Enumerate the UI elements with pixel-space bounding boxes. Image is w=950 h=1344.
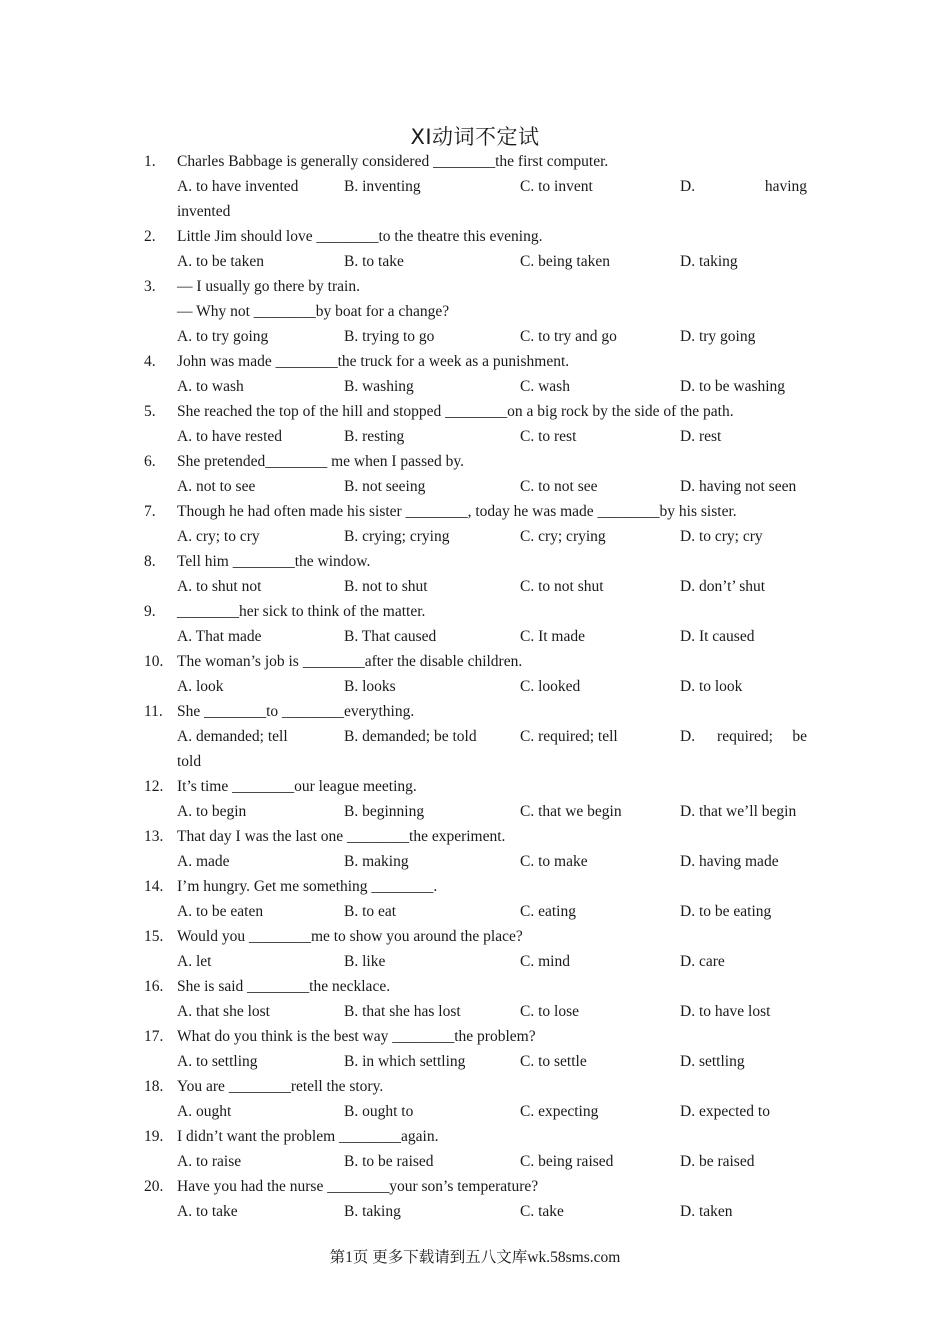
- question-item: [144, 874, 808, 924]
- question-number: 5.: [144, 403, 156, 420]
- question-stem: [144, 1174, 808, 1199]
- question-stem: [144, 224, 808, 249]
- question-text: Little Jim should love ________to the theatre this evening.: [177, 228, 543, 245]
- question-text: I’m hungry. Get me something ________.: [177, 878, 438, 895]
- question-number: 12.: [144, 778, 164, 795]
- option-b: B. to be raised: [344, 1153, 434, 1170]
- question-stem: [144, 499, 808, 524]
- question-stem: [144, 1124, 808, 1149]
- option-d: D. that we’ll begin: [680, 803, 797, 820]
- option-c: C. being taken: [520, 253, 610, 270]
- question-stem: [144, 699, 808, 724]
- question-item: [144, 974, 808, 1024]
- option-row: [144, 1099, 808, 1124]
- option-c: C. to try and go: [520, 328, 617, 345]
- option-d: D. taken: [680, 1203, 733, 1220]
- question-stem: [144, 349, 808, 374]
- option-d: D. expected to: [680, 1103, 770, 1120]
- question-text: She ________to ________everything.: [177, 703, 415, 720]
- option-c: C. to invent: [520, 178, 593, 195]
- question-text: Tell him ________the window.: [177, 553, 371, 570]
- question-text: Charles Babbage is generally considered ________the first computer.: [177, 153, 609, 170]
- option-d: D. to be washing: [680, 378, 786, 395]
- question-number: 2.: [144, 228, 156, 245]
- question-number: 14.: [144, 878, 164, 895]
- question-item: [144, 1174, 808, 1224]
- question-text: That day I was the last one ________the experiment.: [177, 828, 506, 845]
- option-c: C. to rest: [520, 428, 577, 445]
- option-a: A. let: [177, 953, 212, 970]
- question-item: [144, 924, 808, 974]
- option-row: [144, 474, 808, 499]
- option-b: B. in which settling: [344, 1053, 466, 1070]
- option-a: A. to settling: [177, 1053, 258, 1070]
- question-stem: [144, 274, 808, 299]
- option-c: C. It made: [520, 628, 585, 645]
- question-stem: [144, 299, 808, 324]
- option-b: B. ought to: [344, 1103, 414, 1120]
- question-text: — Why not ________by boat for a change?: [177, 303, 450, 320]
- option-b: B. crying; crying: [344, 528, 450, 545]
- question-number: 20.: [144, 1178, 164, 1195]
- question-text: The woman’s job is ________after the disable children.: [177, 653, 523, 670]
- option-d: D. try going: [680, 328, 756, 345]
- option-a: A. that she lost: [177, 1003, 270, 1020]
- option-b: B. beginning: [344, 803, 425, 820]
- option-d: D. to cry; cry: [680, 528, 763, 545]
- option-c: C. to not see: [520, 478, 598, 495]
- question-item: [144, 224, 808, 274]
- option-b: B. making: [344, 853, 409, 870]
- question-number: 10.: [144, 653, 164, 670]
- option-d: D. having not seen: [680, 478, 797, 495]
- option-row: [144, 899, 808, 924]
- option-row: [144, 849, 808, 874]
- question-text: She reached the top of the hill and stopped ________on a big rock by the side of the path.: [177, 403, 734, 420]
- question-stem: [144, 599, 808, 624]
- option-d: D. be raised: [680, 1153, 755, 1170]
- option-c: C. looked: [520, 678, 581, 695]
- question-number: 7.: [144, 503, 156, 520]
- option-d: D. settling: [680, 1053, 745, 1070]
- option-d: D. care: [680, 953, 725, 970]
- question-stem: [144, 649, 808, 674]
- option-a: A. to take: [177, 1203, 238, 1220]
- question-item: [144, 274, 808, 349]
- question-text: I didn’t want the problem ________again.: [177, 1128, 439, 1145]
- option-b: B. inventing: [344, 178, 421, 195]
- question-item: [144, 699, 808, 774]
- question-number: 15.: [144, 928, 164, 945]
- option-b: B. taking: [344, 1203, 401, 1220]
- question-number: 1.: [144, 153, 156, 170]
- question-stem: [144, 874, 808, 899]
- question-stem: [144, 449, 808, 474]
- option-a: A. to be taken: [177, 253, 264, 270]
- option-d: D. having made: [680, 853, 779, 870]
- option-d-continuation: told: [177, 753, 202, 770]
- question-item: [144, 449, 808, 499]
- question-stem: [144, 149, 808, 174]
- question-list: [144, 149, 808, 1224]
- option-c: C. being raised: [520, 1153, 614, 1170]
- question-stem: [144, 974, 808, 999]
- option-c: C. expecting: [520, 1103, 599, 1120]
- question-item: [144, 649, 808, 699]
- question-text: ________her sick to think of the matter.: [177, 603, 426, 620]
- question-item: [144, 349, 808, 399]
- question-text: Though he had often made his sister ________, today he was made ________by his sister.: [177, 503, 737, 520]
- option-c: C. to make: [520, 853, 588, 870]
- question-number: 18.: [144, 1078, 164, 1095]
- option-d-continuation: invented: [177, 203, 231, 220]
- option-b: B. to take: [344, 253, 404, 270]
- question-text: It’s time ________our league meeting.: [177, 778, 417, 795]
- option-a: A. not to see: [177, 478, 256, 495]
- option-d: D. rest: [680, 428, 722, 445]
- page-title: XI动词不定试: [410, 125, 540, 149]
- option-row: [144, 574, 808, 599]
- question-text: Have you had the nurse ________your son’s temperature?: [177, 1178, 539, 1195]
- option-a: A. That made: [177, 628, 262, 645]
- option-a: A. to shut not: [177, 578, 262, 595]
- option-a: A. ought: [177, 1103, 232, 1120]
- question-number: 17.: [144, 1028, 164, 1045]
- question-number: 9.: [144, 603, 156, 620]
- option-b: B. like: [344, 953, 386, 970]
- question-stem: [144, 1074, 808, 1099]
- question-item: [144, 774, 808, 824]
- question-number: 13.: [144, 828, 164, 845]
- option-c: C. to not shut: [520, 578, 604, 595]
- option-b: B. looks: [344, 678, 396, 695]
- option-d: D. to have lost: [680, 1003, 771, 1020]
- option-a: A. to have rested: [177, 428, 283, 445]
- option-a: A. cry; to cry: [177, 528, 260, 545]
- question-text: You are ________retell the story.: [177, 1078, 384, 1095]
- option-d: D. to look: [680, 678, 743, 695]
- option-c: C. that we begin: [520, 803, 622, 820]
- question-text: She pretended________ me when I passed by.: [177, 453, 464, 470]
- option-c: C. mind: [520, 953, 570, 970]
- option-row: [144, 374, 808, 399]
- question-item: [144, 1124, 808, 1174]
- option-row: [144, 1049, 808, 1074]
- option-a: A. demanded; tell: [177, 728, 288, 745]
- option-b: B. resting: [344, 428, 405, 445]
- option-d: D. taking: [680, 253, 738, 270]
- question-number: 16.: [144, 978, 164, 995]
- question-item: [144, 399, 808, 449]
- option-a: A. made: [177, 853, 230, 870]
- option-b: B. trying to go: [344, 328, 435, 345]
- option-row: [144, 1149, 808, 1174]
- option-row: [144, 949, 808, 974]
- option-a: A. to try going: [177, 328, 269, 345]
- option-c: C. to lose: [520, 1003, 579, 1020]
- option-a: A. to wash: [177, 378, 244, 395]
- option-row: [144, 799, 808, 824]
- option-row: [144, 324, 808, 349]
- option-b: B. washing: [344, 378, 414, 395]
- question-text: Would you ________me to show you around the place?: [177, 928, 523, 945]
- option-row: [144, 424, 808, 449]
- question-stem: [144, 1024, 808, 1049]
- option-a: A. to begin: [177, 803, 247, 820]
- option-c: C. take: [520, 1203, 564, 1220]
- option-c: C. wash: [520, 378, 570, 395]
- option-a: A. to be eaten: [177, 903, 264, 920]
- option-row: [144, 624, 808, 649]
- option-row: A. demanded; tell B. demanded; be told C. required; tell D. required; be told: [144, 724, 808, 774]
- question-item: [144, 1024, 808, 1074]
- option-row: [144, 249, 808, 274]
- question-item: [144, 824, 808, 874]
- option-b: B. to eat: [344, 903, 397, 920]
- question-text: What do you think is the best way ________the problem?: [177, 1028, 536, 1045]
- question-text: She is said ________the necklace.: [177, 978, 391, 995]
- option-c: C. to settle: [520, 1053, 587, 1070]
- option-c: C. required; tell: [520, 728, 618, 745]
- option-b: B. that she has lost: [344, 1003, 461, 1020]
- question-stem: [144, 824, 808, 849]
- question-number: 11.: [144, 703, 163, 720]
- question-number: 4.: [144, 353, 156, 370]
- option-b: B. not seeing: [344, 478, 426, 495]
- question-item: [144, 1074, 808, 1124]
- question-text: — I usually go there by train.: [177, 278, 360, 295]
- option-b: B. not to shut: [344, 578, 428, 595]
- option-b: B. demanded; be told: [344, 728, 477, 745]
- option-c: C. eating: [520, 903, 576, 920]
- option-d: D. to be eating: [680, 903, 772, 920]
- option-a: A. to have invented: [177, 178, 299, 195]
- page-footer: 第1页 更多下载请到五八文库wk.58sms.com: [329, 1249, 621, 1266]
- option-c: C. cry; crying: [520, 528, 606, 545]
- option-b: B. That caused: [344, 628, 437, 645]
- option-row: [144, 674, 808, 699]
- option-d: D. don’t’ shut: [680, 578, 766, 595]
- question-stem: [144, 924, 808, 949]
- question-stem: [144, 549, 808, 574]
- question-text: John was made ________the truck for a week as a punishment.: [177, 353, 570, 370]
- option-row: [144, 999, 808, 1024]
- question-item: [144, 549, 808, 599]
- question-stem: [144, 399, 808, 424]
- option-row: [144, 524, 808, 549]
- option-d: D. It caused: [680, 628, 755, 645]
- question-item: [144, 599, 808, 649]
- question-number: 19.: [144, 1128, 164, 1145]
- question-number: 8.: [144, 553, 156, 570]
- question-number: 3.: [144, 278, 156, 295]
- option-row: A. to have invented B. inventing C. to invent D. having invented: [144, 174, 808, 224]
- option-a: A. to raise: [177, 1153, 242, 1170]
- question-stem: [144, 774, 808, 799]
- option-row: [144, 1199, 808, 1224]
- question-item: [144, 149, 808, 224]
- option-a: A. look: [177, 678, 224, 695]
- question-item: [144, 499, 808, 549]
- question-number: 6.: [144, 453, 156, 470]
